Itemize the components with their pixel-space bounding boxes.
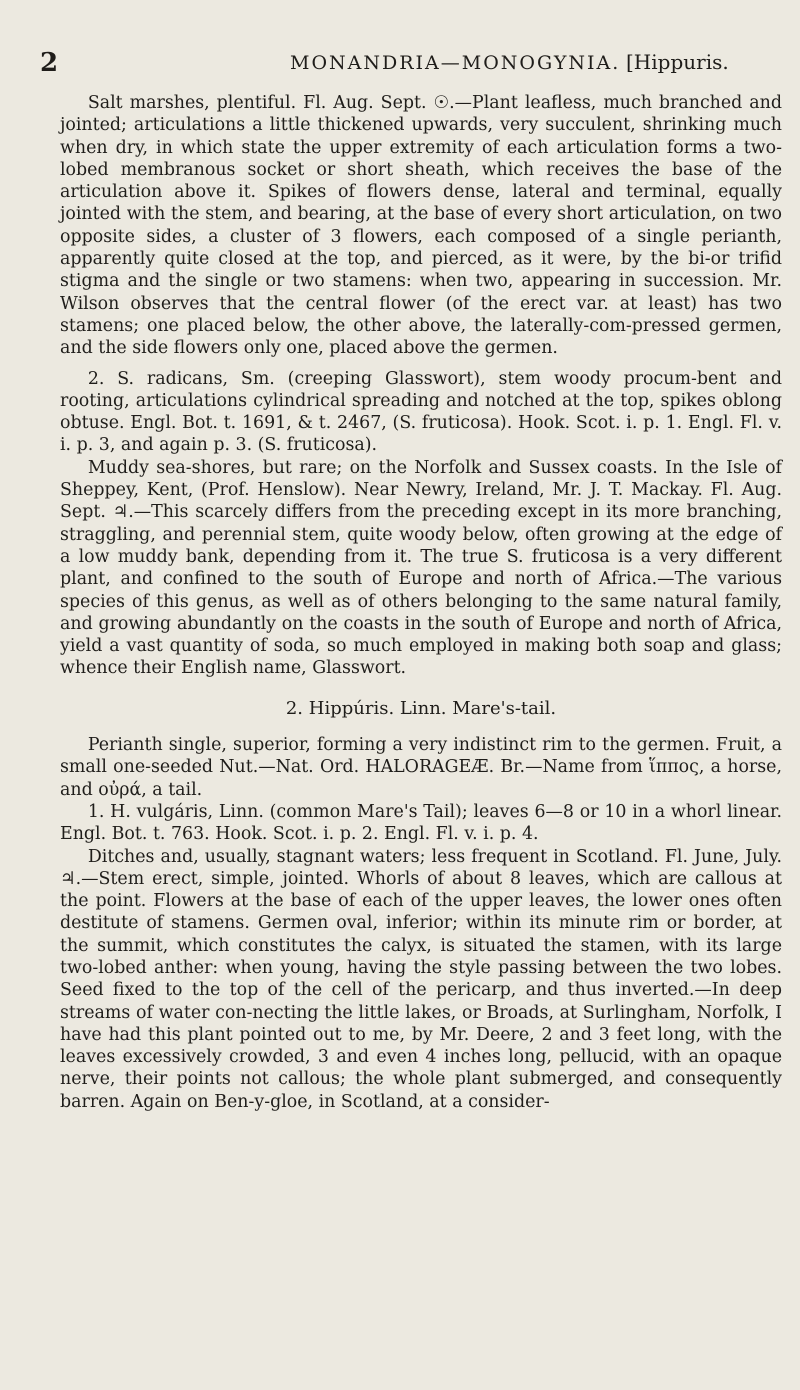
genus-heading: [Hippuris. — [626, 50, 729, 74]
body-text — [60, 92, 782, 1113]
genus-title-hippuris: 2. Hippúris. Linn. Mare's-tail. — [285, 697, 557, 719]
paragraph-salicornia-herbacea: Salt marshes, plentiful. Fl. Aug. Sept. ☉.—Plant leafless, much branched and jointed; articulations a little thickened upwards, very succulent, shrinking much when dry, in which state the upper extremity of each articulation forms a two-lobed membranous socket or short sheath, which receives the base of the articulation above it. Spikes of flowers dense, lateral and terminal, equally jointed with the stem, and bearing, at the base of every short articulation, on two opposite sides, a cluster of 3 flowers, each composed of a single perianth, apparently quite closed at the top, and pierced, as it were, by the bi-or trifid stigma and the single or two stamens: when two, appearing in succession. Mr. Wilson observes that the central flower (of the erect var. at least) has two stamens; one placed below, the other above, the laterally-com-pressed germen, and the side flowers only one, placed above the germen. — [60, 93, 782, 359]
paragraph-hippuris-genus: Perianth single, superior, forming a very indistinct rim to the germen. Fruit, a small one-seeded Nut.—Nat. Ord. HALORAGEÆ. Br.—Name from ἵππος, a horse, and οὐρά, a tail. — [60, 735, 782, 800]
paragraph-radicans-habitat: Muddy sea-shores, but rare; on the Norfolk and Sussex coasts. In the Isle of Sheppey, Kent, (Prof. Henslow). Near Newry, Ireland, Mr. J. T. Mackay. Fl. Aug. Sept. ♃.—This scarcely differs from the preceding except in its more branching, straggling, and perennial stem, quite woody below, often growing at the edge of a low muddy bank, depending from it. The true S. fruticosa is a very different plant, and confined to the south of Europe and north of Africa.—The various species of this genus, as well as of others belonging to the same natural family, and growing abundantly on the coasts in the south of Europe and north of Africa, yield a vast quantity of soda, so much employed in making both soap and glass; whence their English name, Glasswort. — [60, 457, 782, 679]
paragraph-salicornia-radicans: 2. S. radicans, Sm. (creeping Glasswort), stem woody procum-bent and rooting, articulations cylindrical spreading and notched at the top, spikes oblong obtuse. Engl. Bot. t. 1691, & t. 2467, (S. fruticosa). Hook. Scot. i. p. 1. Engl. Fl. v. i. p. 3, and again p. 3. (S. fruticosa). — [60, 368, 782, 456]
paragraph-hippuris-vulgaris: 1. H. vulgáris, Linn. (common Mare's Tail); leaves 6—8 or 10 in a whorl linear. Engl. Bot. t. 763. Hook. Scot. i. p. 2. Engl. Fl. v. i. p. 4. — [60, 801, 782, 845]
page-header — [0, 48, 800, 84]
running-head: MONANDRIA—MONOGYNIA. — [290, 52, 621, 74]
page-number: 2 — [40, 48, 59, 78]
paragraph-vulgaris-habitat: Ditches and, usually, stagnant waters; less frequent in Scotland. Fl. June, July. ♃.—Stem erect, simple, jointed. Whorls of about 8 leaves, which are callous at the point. Flowers at the base of each of the upper leaves, the lower ones often destitute of stamens. Germen oval, inferior; within its minute rim or border, at the summit, which constitutes the calyx, is situated the stamen, with its large two-lobed anther: when young, having the style passing between the two lobes. Seed fixed to the top of the cell of the pericarp, and thus inverted.—In deep streams of water con-necting the little lakes, or Broads, at Surlingham, Norfolk, I have had this plant pointed out to me, by Mr. Deere, 2 and 3 feet long, with the leaves excessively crowded, 3 and even 4 inches long, pellucid, with an opaque nerve, their points not callous; the whole plant submerged, and consequently barren. Again on Ben-y-gloe, in Scotland, at a consider- — [60, 846, 782, 1112]
